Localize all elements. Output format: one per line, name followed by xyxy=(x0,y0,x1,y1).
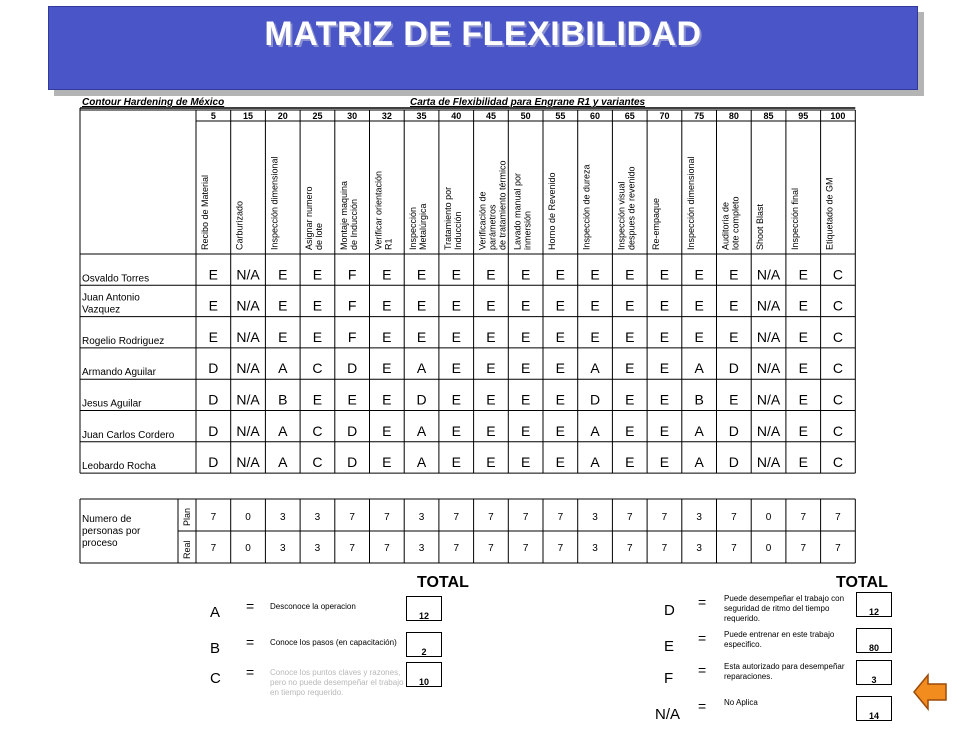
plan-count: 7 xyxy=(488,512,494,523)
legend-description: Conoce los puntos claves y razones, pero no puede desempeñar el trabajo en tiempo requerido. xyxy=(270,668,404,697)
process-name: Re-empaque xyxy=(651,197,662,250)
skill-level: E xyxy=(625,360,635,377)
skill-level: E xyxy=(382,391,392,408)
process-number: 30 xyxy=(347,111,358,121)
person-name: Rogelio Rodriguez xyxy=(82,335,165,347)
legend-total-value: 2 xyxy=(406,632,442,657)
skill-level: B xyxy=(694,391,704,408)
skill-level: D xyxy=(728,422,739,439)
real-count: 7 xyxy=(210,543,217,554)
skill-level: E xyxy=(659,297,670,314)
legend-total-value: 12 xyxy=(856,592,892,617)
process-name: parámetros xyxy=(487,204,498,250)
skill-level: E xyxy=(520,454,531,471)
skill-level: F xyxy=(347,328,357,345)
process-number: 100 xyxy=(830,111,846,121)
skill-level: N/A xyxy=(756,297,781,314)
real-count: 7 xyxy=(731,543,737,554)
process-number: 50 xyxy=(520,111,531,121)
skill-level: E xyxy=(416,328,427,345)
process-name: Inspección visual xyxy=(616,181,627,250)
skill-level: A xyxy=(278,422,288,439)
skill-level: E xyxy=(486,266,496,283)
skill-level: E xyxy=(625,454,635,471)
skill-level: E xyxy=(208,297,219,314)
skill-level: C xyxy=(832,328,844,345)
legend-equals: = xyxy=(698,662,707,678)
skill-level: E xyxy=(278,297,288,314)
process-name: Recibo de Material xyxy=(200,174,210,250)
real-count: 3 xyxy=(418,543,425,554)
legend-description: Desconoce la operacion xyxy=(270,602,356,611)
skill-level: E xyxy=(625,297,635,314)
skill-level: N/A xyxy=(236,297,260,314)
page-title: MATRIZ DE FLEXIBILIDAD xyxy=(264,15,702,53)
skill-level: E xyxy=(451,328,461,345)
skill-level: E xyxy=(208,328,219,345)
skill-level: D xyxy=(728,454,739,471)
skill-level: E xyxy=(555,422,566,439)
skill-level: N/A xyxy=(236,360,260,377)
process-number: 80 xyxy=(728,111,739,121)
process-name: Verificación de xyxy=(477,191,488,250)
real-count: 3 xyxy=(279,543,286,554)
skill-level: E xyxy=(625,422,635,439)
real-count: 3 xyxy=(696,543,702,554)
skill-level: A xyxy=(416,454,427,471)
skill-level: N/A xyxy=(756,360,781,377)
skill-level: E xyxy=(451,391,461,408)
real-count: 7 xyxy=(453,543,460,554)
skill-level: N/A xyxy=(236,328,260,345)
plan-count: 7 xyxy=(661,512,668,523)
person-name: Leobardo Rocha xyxy=(82,461,156,473)
person-name: Juan Antonio xyxy=(82,292,140,304)
summary-label: Numero de xyxy=(82,514,132,525)
skill-level: E xyxy=(520,328,531,345)
skill-level: E xyxy=(486,454,496,471)
plan-count: 3 xyxy=(279,512,286,523)
legend-description: Conoce los pasos (en capacitación) xyxy=(270,638,397,647)
process-name: Carburizado xyxy=(234,200,245,250)
plan-count: 7 xyxy=(384,512,390,523)
plan-count: 7 xyxy=(835,512,841,523)
summary-label: proceso xyxy=(82,538,118,549)
skill-level: E xyxy=(555,454,566,471)
plan-label: Plan xyxy=(182,507,192,526)
process-name: Etiquetado de GM xyxy=(824,177,835,250)
process-number: 35 xyxy=(416,111,427,121)
skill-level: E xyxy=(625,391,635,408)
process-number: 25 xyxy=(312,111,323,121)
process-name: Inspección de dureza xyxy=(581,164,592,250)
process-number: 70 xyxy=(659,111,670,121)
process-name: de tratamiento térmico xyxy=(497,160,508,250)
skill-level: E xyxy=(590,328,600,345)
plan-count: 7 xyxy=(522,512,529,523)
skill-level: E xyxy=(659,328,670,345)
skill-level: E xyxy=(555,297,566,314)
process-name: Lavado manual por xyxy=(512,172,523,250)
skill-level: E xyxy=(555,391,566,408)
person-name: Armando Aguilar xyxy=(82,367,156,379)
process-number: 60 xyxy=(590,111,601,121)
skill-level: A xyxy=(416,360,427,377)
skill-level: A xyxy=(590,454,600,471)
skill-level: E xyxy=(451,422,461,439)
process-name: Inspección xyxy=(408,206,419,250)
skill-level: E xyxy=(451,266,461,283)
legend-letter: F xyxy=(664,670,674,687)
skill-level: D xyxy=(347,454,358,471)
legend-equals: = xyxy=(698,594,707,610)
legend-total-value: 10 xyxy=(406,662,442,687)
plan-count: 3 xyxy=(696,512,702,523)
legend-letter: B xyxy=(210,640,221,657)
person-name: Osvaldo Torres xyxy=(82,273,150,285)
real-count: 7 xyxy=(626,543,633,554)
plan-count: 7 xyxy=(349,512,355,523)
real-count: 7 xyxy=(835,543,841,554)
legend-total-value: 3 xyxy=(856,660,892,685)
legend-total-value: 12 xyxy=(406,596,442,621)
chart-caption: Carta de Flexibilidad para Engrane R1 y variantes xyxy=(410,97,646,108)
skill-level: E xyxy=(382,454,392,471)
skill-level: N/A xyxy=(756,266,781,283)
process-name: inmersión xyxy=(522,210,533,250)
process-number: 55 xyxy=(555,111,566,121)
process-name: lote completo xyxy=(730,196,741,250)
process-name: Metalúrgica xyxy=(418,203,429,250)
legend-description: Puede desempeñar el trabajo con seguridad de ritmo del tiempo requerido. xyxy=(724,594,845,623)
skill-level: N/A xyxy=(236,454,260,471)
skill-level: E xyxy=(659,360,670,377)
skill-level: E xyxy=(451,360,461,377)
skill-level: N/A xyxy=(756,391,781,408)
skill-level: A xyxy=(416,422,427,439)
skill-level: E xyxy=(416,297,427,314)
skill-level: E xyxy=(798,422,808,439)
skill-level: D xyxy=(347,422,358,439)
skill-level: E xyxy=(312,297,323,314)
legend-total-header-right: TOTAL xyxy=(836,574,888,591)
skill-level: E xyxy=(694,297,704,314)
skill-level: D xyxy=(208,360,219,377)
skill-level: E xyxy=(416,266,427,283)
skill-level: E xyxy=(798,454,808,471)
skill-level: E xyxy=(625,328,635,345)
skill-level: E xyxy=(312,266,323,283)
skill-level: A xyxy=(590,422,600,439)
skill-level: C xyxy=(832,266,844,283)
skill-level: E xyxy=(312,328,323,345)
legend-total-header-left: TOTAL xyxy=(417,574,469,591)
process-name: Inspección dimensional xyxy=(685,156,696,250)
real-count: 7 xyxy=(557,543,564,554)
skill-level: E xyxy=(520,266,531,283)
real-count: 7 xyxy=(522,543,529,554)
process-number: 15 xyxy=(243,111,254,121)
skill-level: E xyxy=(729,328,739,345)
skill-level: E xyxy=(451,454,461,471)
skill-level: A xyxy=(590,360,600,377)
skill-level: E xyxy=(798,360,808,377)
skill-level: C xyxy=(832,454,844,471)
skill-level: C xyxy=(832,391,844,408)
real-count: 3 xyxy=(314,543,321,554)
process-number: 20 xyxy=(277,111,288,121)
plan-count: 3 xyxy=(592,512,598,523)
real-count: 3 xyxy=(592,543,598,554)
plan-count: 0 xyxy=(245,512,251,523)
skill-level: E xyxy=(312,391,323,408)
skill-level: C xyxy=(312,454,323,471)
skill-level: N/A xyxy=(756,454,781,471)
skill-level: E xyxy=(694,266,704,283)
plan-count: 7 xyxy=(731,512,737,523)
summary-label: personas por xyxy=(82,526,141,537)
person-name: Jesus Aguilar xyxy=(82,398,142,410)
skill-level: E xyxy=(382,360,392,377)
process-name: Shoot Blast xyxy=(755,203,766,250)
person-name: Juan Carlos Cordero xyxy=(82,429,175,441)
plan-count: 7 xyxy=(453,512,460,523)
skill-level: N/A xyxy=(236,422,260,439)
person-name: Vazquez xyxy=(82,304,121,316)
skill-level: E xyxy=(590,297,600,314)
real-count: 0 xyxy=(245,543,251,554)
legend-letter: D xyxy=(664,602,675,619)
process-name: Inspección final xyxy=(789,187,800,250)
skill-level: E xyxy=(729,297,739,314)
skill-level: E xyxy=(555,266,566,283)
skill-level: E xyxy=(659,422,670,439)
plan-count: 3 xyxy=(314,512,321,523)
process-name: despues de revenido xyxy=(626,166,637,250)
legend-total-value: 80 xyxy=(856,628,892,653)
skill-level: E xyxy=(382,422,392,439)
skill-level: E xyxy=(347,391,357,408)
skill-level: A xyxy=(694,454,704,471)
skill-level: N/A xyxy=(756,328,781,345)
real-count: 7 xyxy=(384,543,390,554)
process-number: 40 xyxy=(451,111,462,121)
left-arrow-icon[interactable] xyxy=(912,671,948,713)
skill-level: E xyxy=(451,297,461,314)
process-name: Verificar orientación xyxy=(373,170,384,250)
skill-level: E xyxy=(659,391,670,408)
skill-level: E xyxy=(486,360,496,377)
skill-level: E xyxy=(486,422,496,439)
legend-equals: = xyxy=(246,634,255,650)
legend-letter: A xyxy=(210,604,221,621)
skill-level: D xyxy=(208,422,219,439)
legend-total-value: 14 xyxy=(856,696,892,721)
process-number: 75 xyxy=(694,111,705,121)
skill-level: D xyxy=(416,391,427,408)
skill-level: E xyxy=(798,328,808,345)
skill-level: D xyxy=(589,391,601,408)
skill-level: C xyxy=(832,297,844,314)
process-number: 85 xyxy=(763,111,774,121)
skill-level: E xyxy=(555,360,566,377)
plan-count: 7 xyxy=(800,512,807,523)
skill-level: E xyxy=(486,328,496,345)
process-name: Auditoria de xyxy=(720,201,731,250)
real-label: Real xyxy=(182,540,192,559)
skill-level: E xyxy=(520,297,531,314)
process-name: Inducción xyxy=(452,211,463,250)
process-name: Inspección dimensional xyxy=(269,156,280,250)
skill-level: E xyxy=(729,391,739,408)
title-banner xyxy=(48,6,918,90)
skill-level: E xyxy=(278,266,288,283)
skill-level: A xyxy=(278,360,288,377)
process-name: Montaje maquina xyxy=(338,180,349,250)
process-number: 95 xyxy=(798,111,809,121)
skill-level: N/A xyxy=(756,422,781,439)
process-number: 45 xyxy=(485,111,496,121)
skill-level: C xyxy=(312,360,323,377)
skill-level: E xyxy=(659,266,670,283)
real-count: 0 xyxy=(765,543,772,554)
skill-level: E xyxy=(520,360,531,377)
real-count: 7 xyxy=(349,543,355,554)
skill-level: C xyxy=(832,360,844,377)
skill-level: F xyxy=(347,297,357,314)
legend-equals: = xyxy=(698,698,707,714)
plan-count: 0 xyxy=(765,512,772,523)
skill-level: E xyxy=(486,297,496,314)
skill-level: E xyxy=(798,266,808,283)
plan-count: 7 xyxy=(626,512,633,523)
skill-level: F xyxy=(347,266,357,283)
process-number: 5 xyxy=(210,111,216,121)
skill-level: E xyxy=(555,328,566,345)
legend-equals: = xyxy=(246,664,255,680)
company-name: Contour Hardening de México xyxy=(82,97,225,108)
process-name: de Inducción xyxy=(348,198,359,250)
skill-level: E xyxy=(278,328,288,345)
skill-level: A xyxy=(694,422,704,439)
skill-level: A xyxy=(278,454,288,471)
process-number: 32 xyxy=(381,111,392,121)
skill-level: E xyxy=(729,266,739,283)
skill-level: D xyxy=(208,391,219,408)
skill-level: E xyxy=(590,266,600,283)
legend-letter: N/A xyxy=(655,706,681,723)
plan-count: 7 xyxy=(210,512,217,523)
skill-level: C xyxy=(832,422,844,439)
skill-level: E xyxy=(520,391,531,408)
process-name: de lote xyxy=(314,222,325,250)
legend-equals: = xyxy=(698,630,707,646)
process-name: Asignar numero xyxy=(304,186,315,250)
legend-description: Esta autorizado para desempeñar reparaciones. xyxy=(724,662,845,681)
skill-level: D xyxy=(347,360,358,377)
legend-description: Puede entrenar en este trabajo especifico. xyxy=(724,630,835,649)
skill-level: E xyxy=(625,266,635,283)
skill-level: E xyxy=(382,328,392,345)
real-count: 7 xyxy=(661,543,668,554)
skill-level: D xyxy=(728,360,739,377)
legend-description: No Aplica xyxy=(724,698,758,707)
skill-level: D xyxy=(208,454,219,471)
skill-level: E xyxy=(798,391,808,408)
skill-level: C xyxy=(312,422,323,439)
process-name: R1 xyxy=(383,238,394,250)
skill-level: E xyxy=(520,422,531,439)
skill-level: E xyxy=(208,266,219,283)
plan-count: 7 xyxy=(557,512,564,523)
skill-level: E xyxy=(659,454,670,471)
skill-level: E xyxy=(382,297,392,314)
process-name: Tratamiento por xyxy=(442,186,453,250)
legend-equals: = xyxy=(246,598,255,614)
legend-letter: E xyxy=(664,638,675,655)
skill-level: E xyxy=(798,297,808,314)
process-number: 65 xyxy=(624,111,635,121)
skill-level: E xyxy=(694,328,704,345)
real-count: 7 xyxy=(800,543,807,554)
skill-level: A xyxy=(694,360,704,377)
skill-level: N/A xyxy=(236,391,260,408)
legend-letter: C xyxy=(210,670,221,687)
real-count: 7 xyxy=(488,543,494,554)
process-name: Horno de Revenido xyxy=(547,172,557,250)
plan-count: 3 xyxy=(418,512,425,523)
skill-level: N/A xyxy=(236,266,260,283)
skill-level: E xyxy=(382,266,392,283)
skill-level: B xyxy=(278,391,288,408)
skill-level: E xyxy=(486,391,496,408)
